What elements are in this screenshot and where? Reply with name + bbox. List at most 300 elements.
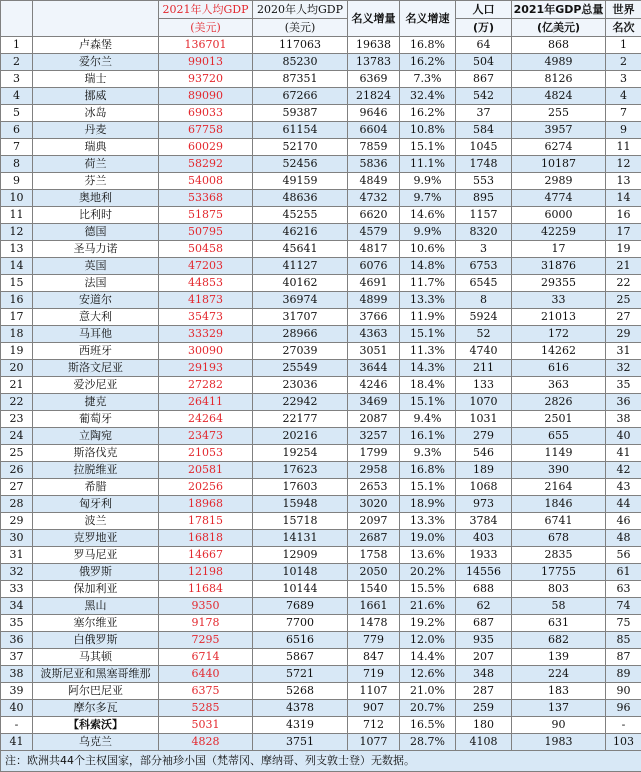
cell-country: 塞尔维亚 <box>33 615 159 632</box>
cell-gdp2021: 6714 <box>159 649 253 666</box>
cell-gdp-total: 10187 <box>512 156 606 173</box>
cell-gdp2020: 22942 <box>253 394 348 411</box>
cell-country: 安道尔 <box>33 292 159 309</box>
header-gdp2021-unit: (美元) <box>159 19 253 37</box>
table-row <box>1 224 641 241</box>
cell-index: 11 <box>1 207 33 224</box>
header-gdp-total-unit: (亿美元) <box>512 19 606 37</box>
cell-gdp2020: 17603 <box>253 479 348 496</box>
cell-gdp2021: 47203 <box>159 258 253 275</box>
table-row <box>1 88 641 105</box>
cell-increase: 7859 <box>348 139 400 156</box>
cell-country: 俄罗斯 <box>33 564 159 581</box>
cell-index: 2 <box>1 54 33 71</box>
cell-index: 25 <box>1 445 33 462</box>
cell-gdp2021: 33329 <box>159 326 253 343</box>
cell-index: 24 <box>1 428 33 445</box>
header-index <box>1 1 33 37</box>
cell-country: 乌克兰 <box>33 734 159 751</box>
cell-index: 3 <box>1 71 33 88</box>
cell-country: 摩尔多瓦 <box>33 700 159 717</box>
table-row <box>1 581 641 598</box>
cell-world-rank: 12 <box>606 156 641 173</box>
cell-index: 32 <box>1 564 33 581</box>
cell-increase: 2097 <box>348 513 400 530</box>
cell-rate: 10.6% <box>400 241 456 258</box>
cell-country: 圣马力诺 <box>33 241 159 258</box>
cell-country: 西班牙 <box>33 343 159 360</box>
table-row <box>1 156 641 173</box>
cell-gdp2021: 18968 <box>159 496 253 513</box>
cell-gdp2021: 99013 <box>159 54 253 71</box>
cell-gdp2021: 7295 <box>159 632 253 649</box>
cell-population: 1157 <box>456 207 512 224</box>
cell-increase: 4899 <box>348 292 400 309</box>
cell-world-rank: 41 <box>606 445 641 462</box>
cell-index: 31 <box>1 547 33 564</box>
cell-gdp-total: 616 <box>512 360 606 377</box>
cell-country: 【科索沃】 <box>33 717 159 734</box>
cell-gdp2021: 58292 <box>159 156 253 173</box>
table-row <box>1 666 641 683</box>
cell-increase: 1758 <box>348 547 400 564</box>
cell-gdp-total: 8126 <box>512 71 606 88</box>
cell-gdp2020: 4378 <box>253 700 348 717</box>
cell-index: 18 <box>1 326 33 343</box>
cell-rate: 32.4% <box>400 88 456 105</box>
table-row <box>1 717 641 734</box>
table-row <box>1 173 641 190</box>
cell-population: 259 <box>456 700 512 717</box>
cell-gdp2020: 6516 <box>253 632 348 649</box>
cell-rate: 15.1% <box>400 479 456 496</box>
cell-rate: 14.8% <box>400 258 456 275</box>
cell-country: 瑞典 <box>33 139 159 156</box>
cell-country: 芬兰 <box>33 173 159 190</box>
cell-index: 4 <box>1 88 33 105</box>
cell-increase: 9646 <box>348 105 400 122</box>
cell-world-rank: 87 <box>606 649 641 666</box>
cell-country: 法国 <box>33 275 159 292</box>
cell-gdp-total: 183 <box>512 683 606 700</box>
table-row <box>1 37 641 54</box>
cell-index: 26 <box>1 462 33 479</box>
cell-population: 52 <box>456 326 512 343</box>
cell-gdp-total: 868 <box>512 37 606 54</box>
cell-gdp2020: 15718 <box>253 513 348 530</box>
cell-gdp-total: 29355 <box>512 275 606 292</box>
cell-gdp-total: 172 <box>512 326 606 343</box>
cell-gdp-total: 6000 <box>512 207 606 224</box>
cell-index: 39 <box>1 683 33 700</box>
cell-increase: 712 <box>348 717 400 734</box>
cell-population: 5924 <box>456 309 512 326</box>
cell-increase: 6076 <box>348 258 400 275</box>
cell-country: 阿尔巴尼亚 <box>33 683 159 700</box>
cell-gdp2020: 23036 <box>253 377 348 394</box>
cell-gdp2020: 20216 <box>253 428 348 445</box>
header-world-rank-2: 名次 <box>606 19 641 37</box>
cell-increase: 2958 <box>348 462 400 479</box>
cell-rate: 18.9% <box>400 496 456 513</box>
cell-gdp2020: 41127 <box>253 258 348 275</box>
cell-world-rank: 63 <box>606 581 641 598</box>
cell-index: 8 <box>1 156 33 173</box>
cell-gdp2020: 49159 <box>253 173 348 190</box>
cell-gdp-total: 58 <box>512 598 606 615</box>
header-gdp2021: 2021年人均GDP <box>159 1 253 19</box>
cell-world-rank: 40 <box>606 428 641 445</box>
cell-gdp2020: 59387 <box>253 105 348 122</box>
cell-rate: 9.9% <box>400 224 456 241</box>
cell-gdp2020: 45255 <box>253 207 348 224</box>
cell-gdp-total: 6741 <box>512 513 606 530</box>
cell-rate: 15.1% <box>400 326 456 343</box>
cell-index: 10 <box>1 190 33 207</box>
cell-gdp2020: 40162 <box>253 275 348 292</box>
cell-increase: 779 <box>348 632 400 649</box>
cell-country: 斯洛文尼亚 <box>33 360 159 377</box>
cell-gdp2021: 89090 <box>159 88 253 105</box>
cell-country: 瑞士 <box>33 71 159 88</box>
cell-population: 1070 <box>456 394 512 411</box>
cell-increase: 6604 <box>348 122 400 139</box>
cell-gdp2021: 11684 <box>159 581 253 598</box>
footnote: 注：欧洲共44个主权国家，部分袖珍小国（梵蒂冈、摩纳哥、列支敦士登）无数据。 <box>1 751 641 772</box>
header-gdp2020: 2020年人均GDP <box>253 1 348 19</box>
cell-gdp-total: 137 <box>512 700 606 717</box>
cell-gdp-total: 3957 <box>512 122 606 139</box>
cell-gdp2020: 5721 <box>253 666 348 683</box>
cell-rate: 19.0% <box>400 530 456 547</box>
cell-gdp-total: 655 <box>512 428 606 445</box>
table-row <box>1 105 641 122</box>
cell-increase: 2653 <box>348 479 400 496</box>
cell-gdp-total: 139 <box>512 649 606 666</box>
cell-country: 意大利 <box>33 309 159 326</box>
cell-rate: 13.6% <box>400 547 456 564</box>
cell-rate: 28.7% <box>400 734 456 751</box>
cell-index: 29 <box>1 513 33 530</box>
cell-rate: 11.1% <box>400 156 456 173</box>
cell-increase: 4817 <box>348 241 400 258</box>
cell-rate: 7.3% <box>400 71 456 88</box>
cell-gdp-total: 2164 <box>512 479 606 496</box>
cell-rate: 16.1% <box>400 428 456 445</box>
table-row <box>1 598 641 615</box>
cell-rate: 9.9% <box>400 173 456 190</box>
cell-world-rank: 75 <box>606 615 641 632</box>
table-row <box>1 394 641 411</box>
cell-increase: 6620 <box>348 207 400 224</box>
cell-world-rank: 96 <box>606 700 641 717</box>
cell-country: 波斯尼亚和黑塞哥维那 <box>33 666 159 683</box>
cell-gdp2021: 16818 <box>159 530 253 547</box>
cell-gdp2021: 30090 <box>159 343 253 360</box>
cell-gdp2021: 93720 <box>159 71 253 88</box>
header-world-rank: 世界 <box>606 1 641 19</box>
cell-population: 688 <box>456 581 512 598</box>
cell-rate: 16.8% <box>400 37 456 54</box>
cell-population: 1045 <box>456 139 512 156</box>
cell-population: 37 <box>456 105 512 122</box>
cell-index: 7 <box>1 139 33 156</box>
cell-increase: 6369 <box>348 71 400 88</box>
header-country <box>33 1 159 37</box>
cell-gdp-total: 2835 <box>512 547 606 564</box>
cell-index: 1 <box>1 37 33 54</box>
table-row <box>1 428 641 445</box>
cell-rate: 14.4% <box>400 649 456 666</box>
cell-country: 黑山 <box>33 598 159 615</box>
cell-increase: 2087 <box>348 411 400 428</box>
cell-world-rank: 32 <box>606 360 641 377</box>
cell-gdp-total: 255 <box>512 105 606 122</box>
cell-gdp2021: 29193 <box>159 360 253 377</box>
cell-gdp2021: 27282 <box>159 377 253 394</box>
cell-gdp2021: 12198 <box>159 564 253 581</box>
cell-population: 189 <box>456 462 512 479</box>
cell-gdp2020: 117063 <box>253 37 348 54</box>
cell-population: 1748 <box>456 156 512 173</box>
table-row <box>1 360 641 377</box>
cell-index: 16 <box>1 292 33 309</box>
cell-gdp2020: 5268 <box>253 683 348 700</box>
cell-gdp2021: 6375 <box>159 683 253 700</box>
cell-gdp2020: 28966 <box>253 326 348 343</box>
cell-population: 8320 <box>456 224 512 241</box>
cell-index: 41 <box>1 734 33 751</box>
cell-world-rank: 14 <box>606 190 641 207</box>
cell-gdp2020: 52170 <box>253 139 348 156</box>
cell-gdp-total: 4824 <box>512 88 606 105</box>
cell-world-rank: 19 <box>606 241 641 258</box>
table-row <box>1 71 641 88</box>
cell-world-rank: 48 <box>606 530 641 547</box>
cell-gdp-total: 21013 <box>512 309 606 326</box>
cell-index: 19 <box>1 343 33 360</box>
cell-population: 133 <box>456 377 512 394</box>
cell-gdp2021: 50458 <box>159 241 253 258</box>
cell-world-rank: 56 <box>606 547 641 564</box>
cell-gdp-total: 31876 <box>512 258 606 275</box>
cell-gdp-total: 1149 <box>512 445 606 462</box>
cell-population: 4740 <box>456 343 512 360</box>
table-row <box>1 734 641 751</box>
cell-gdp-total: 2501 <box>512 411 606 428</box>
cell-rate: 18.4% <box>400 377 456 394</box>
cell-gdp2021: 4828 <box>159 734 253 751</box>
cell-country: 葡萄牙 <box>33 411 159 428</box>
cell-world-rank: 17 <box>606 224 641 241</box>
cell-index: 9 <box>1 173 33 190</box>
header-gdp2020-unit: (美元) <box>253 19 348 37</box>
cell-rate: 16.2% <box>400 54 456 71</box>
cell-gdp2020: 14131 <box>253 530 348 547</box>
cell-country: 丹麦 <box>33 122 159 139</box>
cell-population: 64 <box>456 37 512 54</box>
cell-gdp-total: 224 <box>512 666 606 683</box>
cell-gdp-total: 803 <box>512 581 606 598</box>
cell-population: 287 <box>456 683 512 700</box>
cell-rate: 20.7% <box>400 700 456 717</box>
cell-gdp2020: 85230 <box>253 54 348 71</box>
cell-gdp2020: 36974 <box>253 292 348 309</box>
cell-population: 6545 <box>456 275 512 292</box>
cell-increase: 4691 <box>348 275 400 292</box>
cell-increase: 1540 <box>348 581 400 598</box>
cell-index: - <box>1 717 33 734</box>
cell-rate: 15.1% <box>400 394 456 411</box>
table-row <box>1 343 641 360</box>
cell-gdp2021: 26411 <box>159 394 253 411</box>
cell-gdp-total: 33 <box>512 292 606 309</box>
cell-population: 14556 <box>456 564 512 581</box>
cell-rate: 16.5% <box>400 717 456 734</box>
cell-gdp2021: 21053 <box>159 445 253 462</box>
cell-world-rank: 38 <box>606 411 641 428</box>
cell-gdp2021: 53368 <box>159 190 253 207</box>
cell-index: 34 <box>1 598 33 615</box>
cell-world-rank: 2 <box>606 54 641 71</box>
cell-world-rank: 27 <box>606 309 641 326</box>
cell-rate: 16.8% <box>400 462 456 479</box>
cell-index: 40 <box>1 700 33 717</box>
header-rate: 名义增速 <box>400 1 456 37</box>
cell-gdp-total: 4774 <box>512 190 606 207</box>
cell-rate: 12.0% <box>400 632 456 649</box>
cell-country: 匈牙利 <box>33 496 159 513</box>
cell-increase: 3257 <box>348 428 400 445</box>
cell-index: 38 <box>1 666 33 683</box>
cell-population: 348 <box>456 666 512 683</box>
cell-world-rank: 9 <box>606 122 641 139</box>
cell-gdp2020: 22177 <box>253 411 348 428</box>
header-gdp-total: 2021年GDP总量 <box>512 1 606 19</box>
cell-world-rank: 46 <box>606 513 641 530</box>
table-row <box>1 190 641 207</box>
cell-rate: 20.2% <box>400 564 456 581</box>
cell-population: 6753 <box>456 258 512 275</box>
table-row <box>1 683 641 700</box>
cell-rate: 15.5% <box>400 581 456 598</box>
cell-population: 687 <box>456 615 512 632</box>
cell-gdp-total: 42259 <box>512 224 606 241</box>
cell-country: 保加利亚 <box>33 581 159 598</box>
cell-gdp2021: 44853 <box>159 275 253 292</box>
cell-country: 奥地利 <box>33 190 159 207</box>
cell-world-rank: 22 <box>606 275 641 292</box>
cell-increase: 719 <box>348 666 400 683</box>
table-row <box>1 309 641 326</box>
header-population: 人口 <box>456 1 512 19</box>
table-row <box>1 632 641 649</box>
cell-population: 211 <box>456 360 512 377</box>
cell-gdp-total: 17755 <box>512 564 606 581</box>
cell-world-rank: - <box>606 717 641 734</box>
cell-gdp2020: 5867 <box>253 649 348 666</box>
cell-rate: 13.3% <box>400 513 456 530</box>
cell-index: 23 <box>1 411 33 428</box>
table-row <box>1 292 641 309</box>
cell-gdp2020: 4319 <box>253 717 348 734</box>
cell-world-rank: 44 <box>606 496 641 513</box>
cell-gdp2021: 69033 <box>159 105 253 122</box>
cell-increase: 847 <box>348 649 400 666</box>
cell-rate: 9.7% <box>400 190 456 207</box>
cell-world-rank: 31 <box>606 343 641 360</box>
cell-world-rank: 7 <box>606 105 641 122</box>
cell-index: 22 <box>1 394 33 411</box>
cell-gdp2020: 3751 <box>253 734 348 751</box>
table-row <box>1 513 641 530</box>
cell-country: 白俄罗斯 <box>33 632 159 649</box>
cell-world-rank: 13 <box>606 173 641 190</box>
cell-gdp2021: 67758 <box>159 122 253 139</box>
cell-increase: 13783 <box>348 54 400 71</box>
cell-population: 3784 <box>456 513 512 530</box>
cell-increase: 21824 <box>348 88 400 105</box>
cell-index: 12 <box>1 224 33 241</box>
cell-index: 14 <box>1 258 33 275</box>
cell-index: 30 <box>1 530 33 547</box>
cell-population: 867 <box>456 71 512 88</box>
table-row <box>1 462 641 479</box>
cell-index: 28 <box>1 496 33 513</box>
table-row <box>1 496 641 513</box>
cell-population: 403 <box>456 530 512 547</box>
cell-gdp-total: 2826 <box>512 394 606 411</box>
cell-world-rank: 35 <box>606 377 641 394</box>
cell-gdp2021: 23473 <box>159 428 253 445</box>
cell-world-rank: 42 <box>606 462 641 479</box>
cell-increase: 1661 <box>348 598 400 615</box>
cell-gdp-total: 4989 <box>512 54 606 71</box>
table-row <box>1 445 641 462</box>
cell-gdp2020: 61154 <box>253 122 348 139</box>
cell-gdp2021: 17815 <box>159 513 253 530</box>
cell-world-rank: 1 <box>606 37 641 54</box>
cell-rate: 11.9% <box>400 309 456 326</box>
cell-country: 卢森堡 <box>33 37 159 54</box>
cell-increase: 4363 <box>348 326 400 343</box>
cell-index: 33 <box>1 581 33 598</box>
cell-population: 504 <box>456 54 512 71</box>
cell-population: 584 <box>456 122 512 139</box>
header-population-unit: (万) <box>456 19 512 37</box>
cell-gdp2021: 41873 <box>159 292 253 309</box>
cell-increase: 3020 <box>348 496 400 513</box>
cell-world-rank: 74 <box>606 598 641 615</box>
cell-gdp2020: 27039 <box>253 343 348 360</box>
cell-gdp2021: 136701 <box>159 37 253 54</box>
cell-country: 克罗地亚 <box>33 530 159 547</box>
cell-gdp-total: 678 <box>512 530 606 547</box>
cell-country: 希腊 <box>33 479 159 496</box>
cell-increase: 2050 <box>348 564 400 581</box>
cell-country: 捷克 <box>33 394 159 411</box>
cell-world-rank: 85 <box>606 632 641 649</box>
table-row <box>1 564 641 581</box>
cell-gdp2020: 19254 <box>253 445 348 462</box>
table-row <box>1 547 641 564</box>
cell-index: 20 <box>1 360 33 377</box>
cell-gdp-total: 2989 <box>512 173 606 190</box>
cell-increase: 4579 <box>348 224 400 241</box>
cell-gdp2020: 52456 <box>253 156 348 173</box>
footnote-row <box>1 751 641 772</box>
table-row <box>1 649 641 666</box>
